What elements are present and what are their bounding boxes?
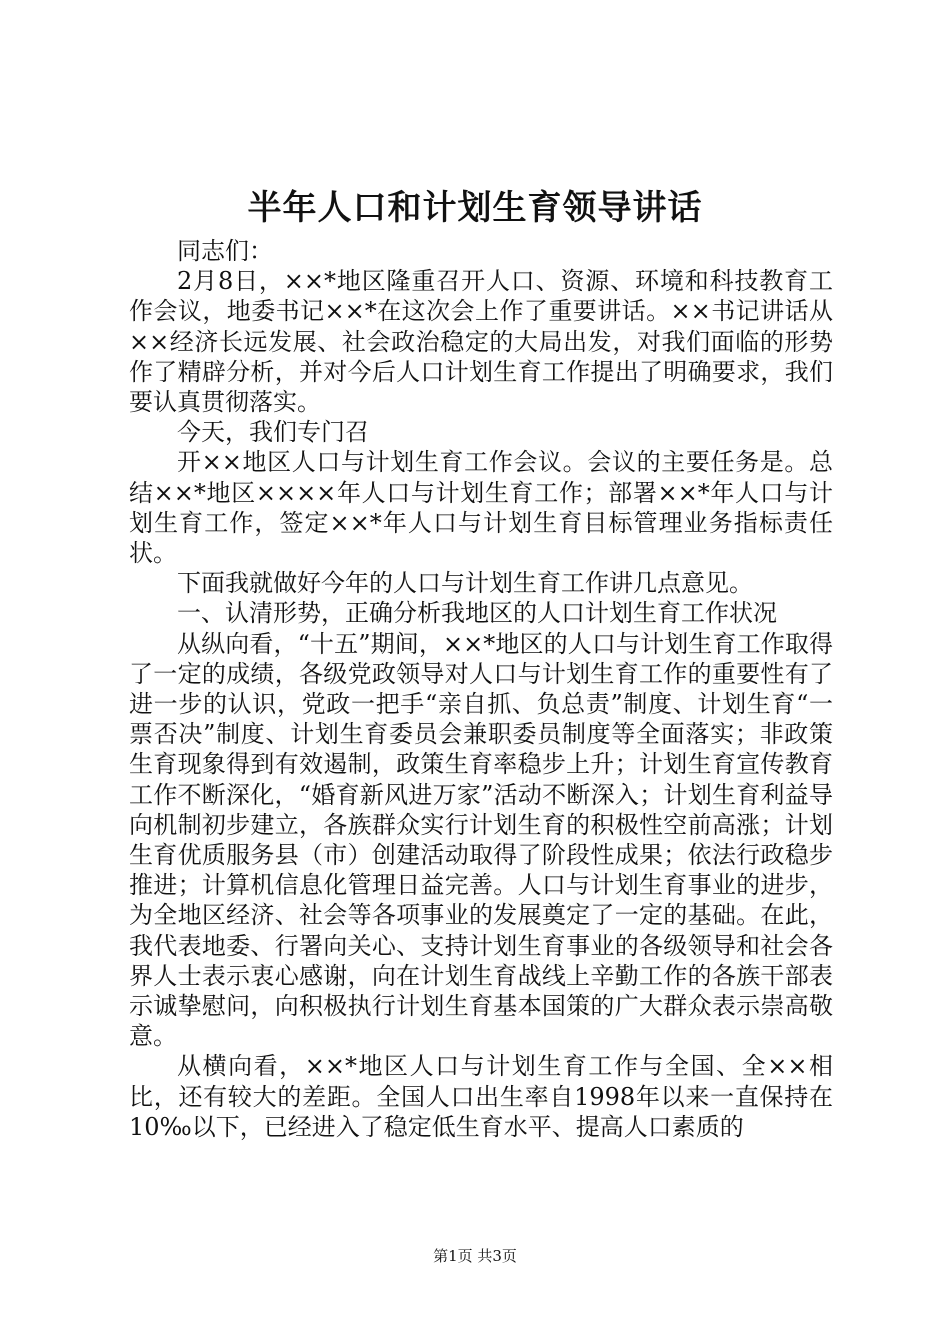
- body-paragraph: 从横向看，××*地区人口与计划生育工作与全国、全××相比，还有较大的差距。全国人口出生率自1998年以来一直保持在10‰以下，已经进入了稳定低生育水平、提高人口素质的: [129, 1052, 833, 1141]
- body-paragraph: 今天，我们专门召: [177, 418, 369, 447]
- salutation-paragraph: 同志们：: [177, 237, 273, 265]
- body-paragraph: 从纵向看，“十五”期间，××*地区的人口与计划生育工作取得了一定的成绩，各级党政领导对人口与计划生育工作的重要性有了进一步的认识，党政一把手“亲自抓、负总责”制度、计划生育“一票否决”制度、计划生育委员会兼职委员制度等全面落实；非政策生育现象得到有效遏制，政策生育率稳步上升；计划生育宣传教育工作不断深化，“婚育新风进万家”活动不断深入；计划生育利益导向机制初步建立，各族群众实行计划生育的积极性空前高涨；计划生育优质服务县（市）创建活动取得了阶段性成果；依法行政稳步推进；计算机信息化管理日益完善。人口与计划生育事业的进步，为全地区经济、社会等各项事业的发展奠定了一定的基础。在此，我代表地委、行署向关心、支持计划生育事业的各级领导和社会各界人士表示衷心感谢，向在计划生育战线上辛勤工作的各族干部表示诚挚慰问，向积极执行计划生育基本国策的广大群众表示崇高敬意。: [129, 629, 833, 1051]
- body-paragraph: 下面我就做好今年的人口与计划生育工作讲几点意见。: [177, 569, 753, 598]
- body-paragraph: 开××地区人口与计划生育工作会议。会议的主要任务是。总结××*地区××××年人口与计划生育工作；部署××*年人口与计划生育工作，签定××*年人口与计划生育目标管理业务指标责任状。: [129, 448, 833, 568]
- section-heading: 一、认清形势，正确分析我地区的人口计划生育工作状况: [177, 599, 777, 628]
- document-title: 半年人口和计划生育领导讲话: [247, 188, 703, 228]
- page-footer: 第1页 共3页: [433, 1247, 517, 1265]
- document-body: [129, 236, 833, 1142]
- body-paragraph: 2月8日，××*地区隆重召开人口、资源、环境和科技教育工作会议，地委书记××*在这次会上作了重要讲话。××书记讲话从××经济长远发展、社会政治稳定的大局出发，对我们面临的形势作了精辟分析，并对今后人口计划生育工作提出了明确要求，我们要认真贯彻落实。: [129, 267, 833, 417]
